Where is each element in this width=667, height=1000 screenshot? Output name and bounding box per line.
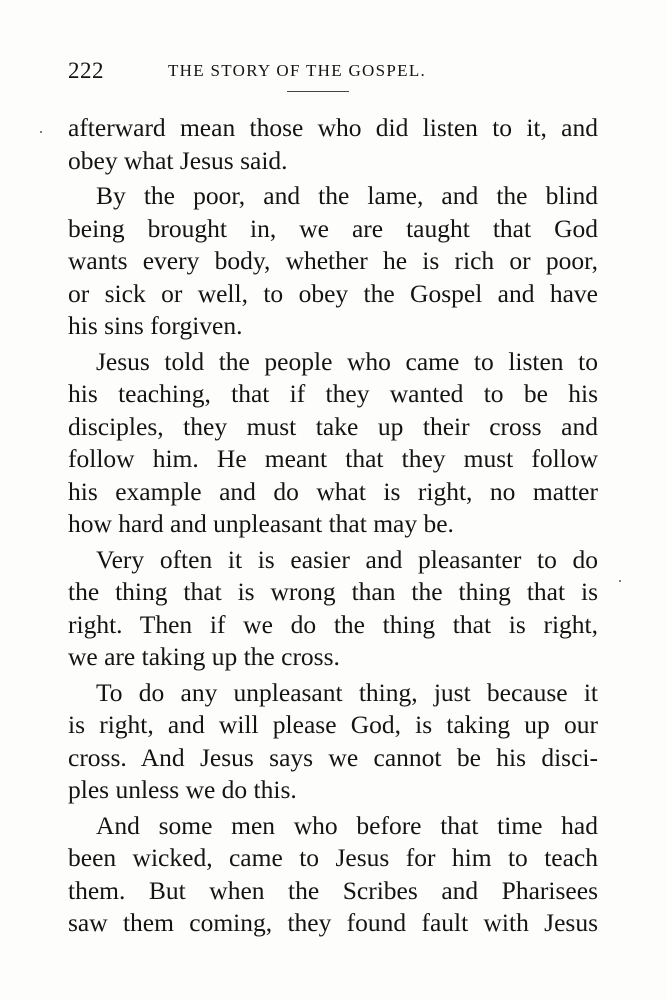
- text-line: being brought in, we are taught that God: [68, 213, 598, 243]
- paragraph: [68, 810, 598, 940]
- text-line: To do any unpleasant thing, just because it: [96, 677, 598, 707]
- text-line: or sick or well, to obey the Gospel and have: [68, 278, 598, 308]
- text-line: disciples, they must take up their cross and: [68, 411, 598, 441]
- text-line: By the poor, and the lame, and the blind: [96, 181, 598, 210]
- text-line: them. But when the Scribes and Pharisees: [68, 875, 598, 905]
- header-rule: [287, 91, 349, 92]
- body-text: [68, 112, 598, 943]
- running-title: THE STORY OF THE GOSPEL.: [168, 61, 427, 80]
- text-line: his sins forgiven.: [68, 311, 243, 340]
- paragraph: [68, 180, 598, 343]
- print-speck: [619, 580, 621, 582]
- print-speck: [40, 131, 42, 133]
- text-line: his example and do what is right, no matter: [68, 476, 598, 506]
- paragraph: [68, 677, 598, 807]
- text-line: is right, and will please God, is taking up our: [68, 710, 598, 739]
- text-line: And some men who before that time had: [96, 810, 598, 840]
- text-line: Jesus told the people who came to listen to: [96, 346, 598, 376]
- text-line: Very often it is easier and pleasanter to do: [96, 544, 598, 574]
- text-line: wants every body, whether he is rich or poor,: [68, 246, 598, 275]
- text-line: afterward mean those who did listen to it, and: [68, 113, 598, 142]
- text-line: follow him. He meant that they must follow: [68, 444, 598, 473]
- text-line: obey what Jesus said.: [68, 145, 288, 175]
- text-line: we are taking up the cross.: [68, 642, 340, 671]
- text-line: cross. And Jesus says we cannot be his disci-: [68, 742, 598, 772]
- paragraph: [68, 544, 598, 674]
- paragraph: [68, 112, 598, 177]
- page-number: 222: [68, 58, 104, 83]
- text-line: how hard and unpleasant that may be.: [68, 509, 454, 538]
- text-line: the thing that is wrong than the thing that is: [68, 577, 598, 606]
- text-line: his teaching, that if they wanted to be his: [68, 379, 598, 408]
- page-header: [68, 58, 598, 88]
- text-line: right. Then if we do the thing that is right,: [68, 609, 598, 639]
- text-line: saw them coming, they found fault with Jesus: [68, 908, 598, 937]
- text-line: been wicked, came to Jesus for him to teach: [68, 843, 598, 872]
- paragraph: [68, 346, 598, 541]
- text-line: ples unless we do this.: [68, 775, 297, 804]
